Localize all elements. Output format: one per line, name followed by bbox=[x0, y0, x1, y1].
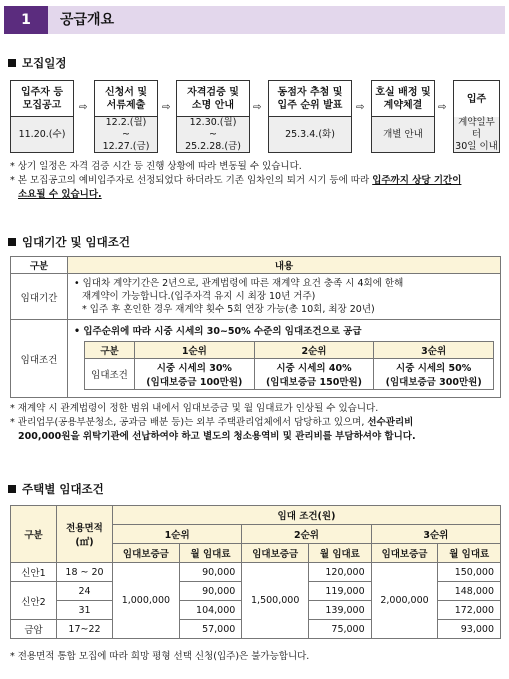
section-title: 공급개요 bbox=[60, 12, 115, 28]
step-1: 입주자 등 모집공고 11.20.(수) bbox=[10, 80, 74, 153]
bullet-square-icon bbox=[8, 59, 16, 67]
step-4: 동점자 추첨 및 입주 순위 발표 25.3.4.(화) bbox=[268, 80, 352, 153]
heading-lease: 임대기간 및 임대조건 bbox=[8, 234, 130, 250]
priority-table: 구분 1순위 2순위 3순위 임대조건 시중 시세의 30% (임대보증금 100만원) 시중 시세의 40% (임대보증금 150만원) 시중 시세의 50% (임대보증금 300만원) bbox=[84, 341, 494, 390]
section-number: 1 bbox=[4, 6, 48, 34]
arrow-right-icon: ⇨ bbox=[356, 102, 365, 113]
step-3: 자격검증 및 소명 안내 12.30.(월) ~ 25.2.28.(금) bbox=[176, 80, 250, 153]
arrow-right-icon: ⇨ bbox=[162, 102, 171, 113]
schedule-flow bbox=[10, 80, 500, 160]
housing-table: 구분 전용면적 (㎡) 임대 조건(원) 1순위 2순위 3순위 임대보증금 월 임대료 임대보증금 월 임대료 임대보증금 월 임대료 신안1 18 ~ 20 1,000,000 90,000 1,500,000 120,000 2,000,000 150,000 신안2 24 90,000 119,000 148,000 31 104,000 139,000 172,000 금암 17~22 57,000 75,000 93,000 bbox=[10, 505, 501, 639]
bullet-square-icon bbox=[8, 485, 16, 493]
table-row: 신안2 24 90,000 119,000 148,000 bbox=[11, 582, 501, 601]
step-6: 입주 계약일부터 30일 이내 bbox=[453, 80, 500, 153]
lease-table: 구분 내용 임대기간 • 임대차 계약기간은 2년으로, 관계법령에 따른 재계약 요건 충족 시 4회에 한해 재계약이 가능합니다.(입주자격 유지 시 최장 10년 거주) * 입주 후 혼인한 경우 재계약 횟수 5회 연장 가능(총 10회, 최장 20년) 임대조건 • 입주순위에 따라 시중 시세의 30~50% 수준의 임대조건으로 공급 구분 1순위 2순위 3순위 임대조건 시중 시세의 30% (임대보증금 100만원) 시중 시세의 40% (임대보증금 150만원) 시중 시세의 50% (임대보증금 300만원) bbox=[10, 256, 501, 398]
table-row: 금암 17~22 57,000 75,000 93,000 bbox=[11, 620, 501, 639]
heading-housing: 주택별 임대조건 bbox=[8, 481, 104, 497]
bullet-square-icon bbox=[8, 238, 16, 246]
arrow-right-icon: ⇨ bbox=[438, 102, 447, 113]
table-row: 신안1 18 ~ 20 1,000,000 90,000 1,500,000 120,000 2,000,000 150,000 bbox=[11, 563, 501, 582]
step-2: 신청서 및 서류제출 12.2.(월) ~ 12.27.(금) bbox=[94, 80, 158, 153]
notes-lease: * 재계약 시 관계법령이 정한 범위 내에서 임대보증금 및 월 임대료가 인상될 수 있습니다. * 관리업무(공용부분청소, 공과금 배분 등)는 외부 주택관리업체에서 담당하고 있으며, 선수관리비 200,000원을 위탁기관에 선납하여야 하고 별도의 청소용역비 및 관리비를 부담하셔야 합니다. bbox=[10, 403, 416, 442]
step-5: 호실 배정 및 계약체결 개별 안내 bbox=[371, 80, 435, 153]
table-row: 31 104,000 139,000 172,000 bbox=[11, 601, 501, 620]
arrow-right-icon: ⇨ bbox=[253, 102, 262, 113]
notes-housing: * 전용면적 통합 모집에 따라 희망 평형 선택 신청(입주)은 불가능합니다. bbox=[10, 651, 310, 662]
notes-schedule: * 상기 일정은 자격 검증 시간 등 진행 상황에 따라 변동될 수 있습니다. * 본 모집공고의 예비입주자로 선정되었다 하더라도 기존 임차인의 퇴거 시기 등에 따라 입주까지 상당 기간이 소요될 수 있습니다. bbox=[10, 161, 462, 200]
arrow-right-icon: ⇨ bbox=[79, 102, 88, 113]
section-title-bar bbox=[4, 6, 505, 34]
heading-schedule: 모집일정 bbox=[8, 55, 66, 71]
